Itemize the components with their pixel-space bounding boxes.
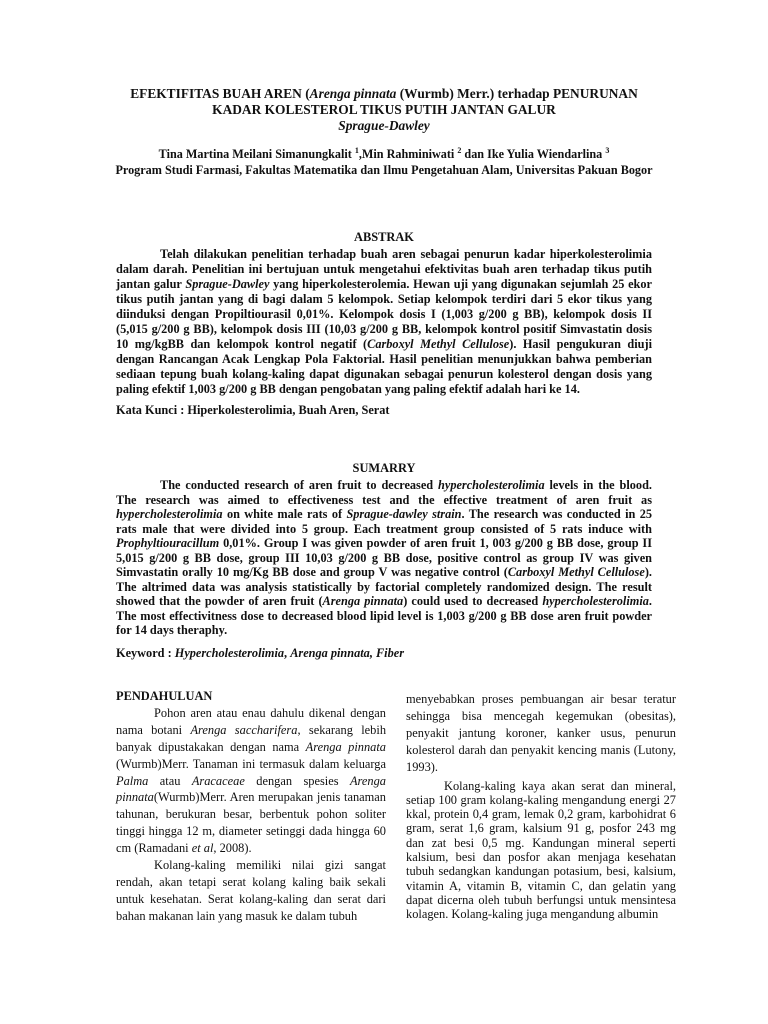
- left-column: [116, 688, 386, 925]
- right-column: [406, 691, 676, 922]
- kata-kunci: Kata Kunci : Hiperkolesterolimia, Buah Aren, Serat: [116, 403, 390, 417]
- paper-title: [100, 86, 668, 134]
- title-line-1: EFEKTIFITAS BUAH AREN (Arenga pinnata (Wurmb) Merr.) terhadap PENURUNAN: [130, 86, 638, 101]
- pendahuluan-paragraph-1: Pohon aren atau enau dahulu dikenal dengan nama botani Arenga saccharifera, sekarang lebih banyak dipustakakan dengan nama Arenga pinnata (Wurmb)Merr. Tanaman ini termasuk dalam keluarga Palma atau Aracaceae dengan spesies Arenga pinnata(Wurmb)Merr. Aren merupakan jenis tanaman tahunan, berukuran besar, berbentuk pohon soliter tinggi hingga 12 m, diameter setinggi dada hingga 60 cm (Ramadani et al, 2008).: [116, 705, 387, 856]
- abstrak-body: Telah dilakukan penelitian terhadap buah aren sebagai penurun kadar hiperkolesterolimia dalam darah. Penelitian ini bertujuan untuk mengetahui efektivitas buah aren terhadap tikus putih jantan galur Sprague-Dawley yang hiperkolesterolemia. Hewan uji yang digunakan sejumlah 25 ekor tikus putih jantan yang di bagi dalam 5 kelompok. Setiap kelompok terdiri dari 5 ekor tikus yang diinduksi dengan Propiltiourasil 0,01%. Kelompok dosis I (1,003 g/200 g BB), kelompok dosis II (5,015 g/200 g BB), kelompok dosis III (10,03 g/200 g BB, kelompok kontrol positif Simvastatin dosis 10 mg/kgBB dan kelompok kontrol negatif (Carboxyl Methyl Cellulose). Hasil pengukuran diuji dengan Rancangan Acak Lengkap Pola Faktorial. Hasil penelitian menunjukkan bahwa pemberian sediaan tepung buah kolang-kaling dapat digunakan sebagai penurun kolesterol dengan dosis yang paling efektif 1,003 g/200 g BB dengan pengobatan yang paling efektif adalah hari ke 14.: [116, 247, 653, 396]
- pendahuluan-paragraph-2: Kolang-kaling memiliki nilai gizi sangat rendah, akan tetapi serat kolang kaling baik sekali untuk kesehatan. Serat kolang-kaling dan serat dari bahan makanan lain yang masuk ke dalam tubuh: [116, 858, 386, 923]
- keyword-line: Keyword : Hypercholesterolimia, Arenga pinnata, Fiber: [116, 646, 404, 660]
- abstrak-heading: ABSTRAK: [354, 230, 414, 244]
- summary-heading: SUMARRY: [352, 461, 416, 475]
- right-paragraph-2: Kolang-kaling kaya akan serat dan mineral, setiap 100 gram kolang-kaling mengandung energi 27 kkal, protein 0,4 gram, lemak 0,2 gram, karbohidrat 6 gram, serat 1,6 gram, kalsium 91 g, posfor 243 mg dan zat besi 0,5 mg. Kandungan mineral seperti kalsium, besi dan posfor akan menjaga kesehatan tubuh sedangkan kandungan potasium, besi, kalsium, vitamin A, vitamin B, vitamin C, dan gelatin yang dapat dicerna oleh tubuh berfungsi untuk mensintesa kolagen. Kolang-kaling juga mengandung albumin: [406, 778, 676, 922]
- pendahuluan-heading: PENDAHULUAN: [116, 689, 213, 703]
- author-names: Tina Martina Meilani Simanungkalit $^1$,Min Rahminiwati $^2$ dan Ike Yulia Wiendarlina $^3$: [158, 146, 610, 162]
- right-paragraph-1: menyebabkan proses pembuangan air besar teratur sehingga bisa mencegah kegemukan (obesitas), penyakit jantung koroner, kanker usus, penurun kolesterol darah dan penyakit kencing manis (Lutony, 1993).: [406, 692, 676, 774]
- author-block: [90, 143, 678, 178]
- title-line-2: KADAR KOLESTEROL TIKUS PUTIH JANTAN GALUR: [212, 102, 556, 117]
- author-affiliation: Program Studi Farmasi, Fakultas Matematika dan Ilmu Pengetahuan Alam, Universitas Pakuan Bogor: [115, 163, 653, 178]
- title-line-3: Sprague-Dawley: [338, 118, 430, 133]
- summary-body: The conducted research of aren fruit to decreased hypercholesterolimia levels in the blood. The research was aimed to effectiveness test and the effective treatment of aren fruit as hypercholesterolimia on white male rats of Sprague-dawley strain. The research was conducted in 25 rats male that were divided into 5 group. Each treatment group consisted of 5 rats induce with Prophyltiouracillum 0,01%. Group I was given powder of aren fruit 1, 003 g/200 g BB dose, group II 5,015 g/200 g BB dose, group III 10,03 g/200 g BB dose, positive control as group IV was given Simvastatin orally 10 mg/Kg BB dose and group V was negative control (Carboxyl Methyl Cellulose). The altrimed data was analysis statistically by factorial completely randomized design. The result showed that the powder of aren fruit (Arenga pinnata) could used to decreased hypercholesterolimia. The most effectivitness dose to decreased blood lipid level is 1,003 g/200 g BB dose aren fruit powder for 14 days theraphy.: [116, 478, 652, 637]
